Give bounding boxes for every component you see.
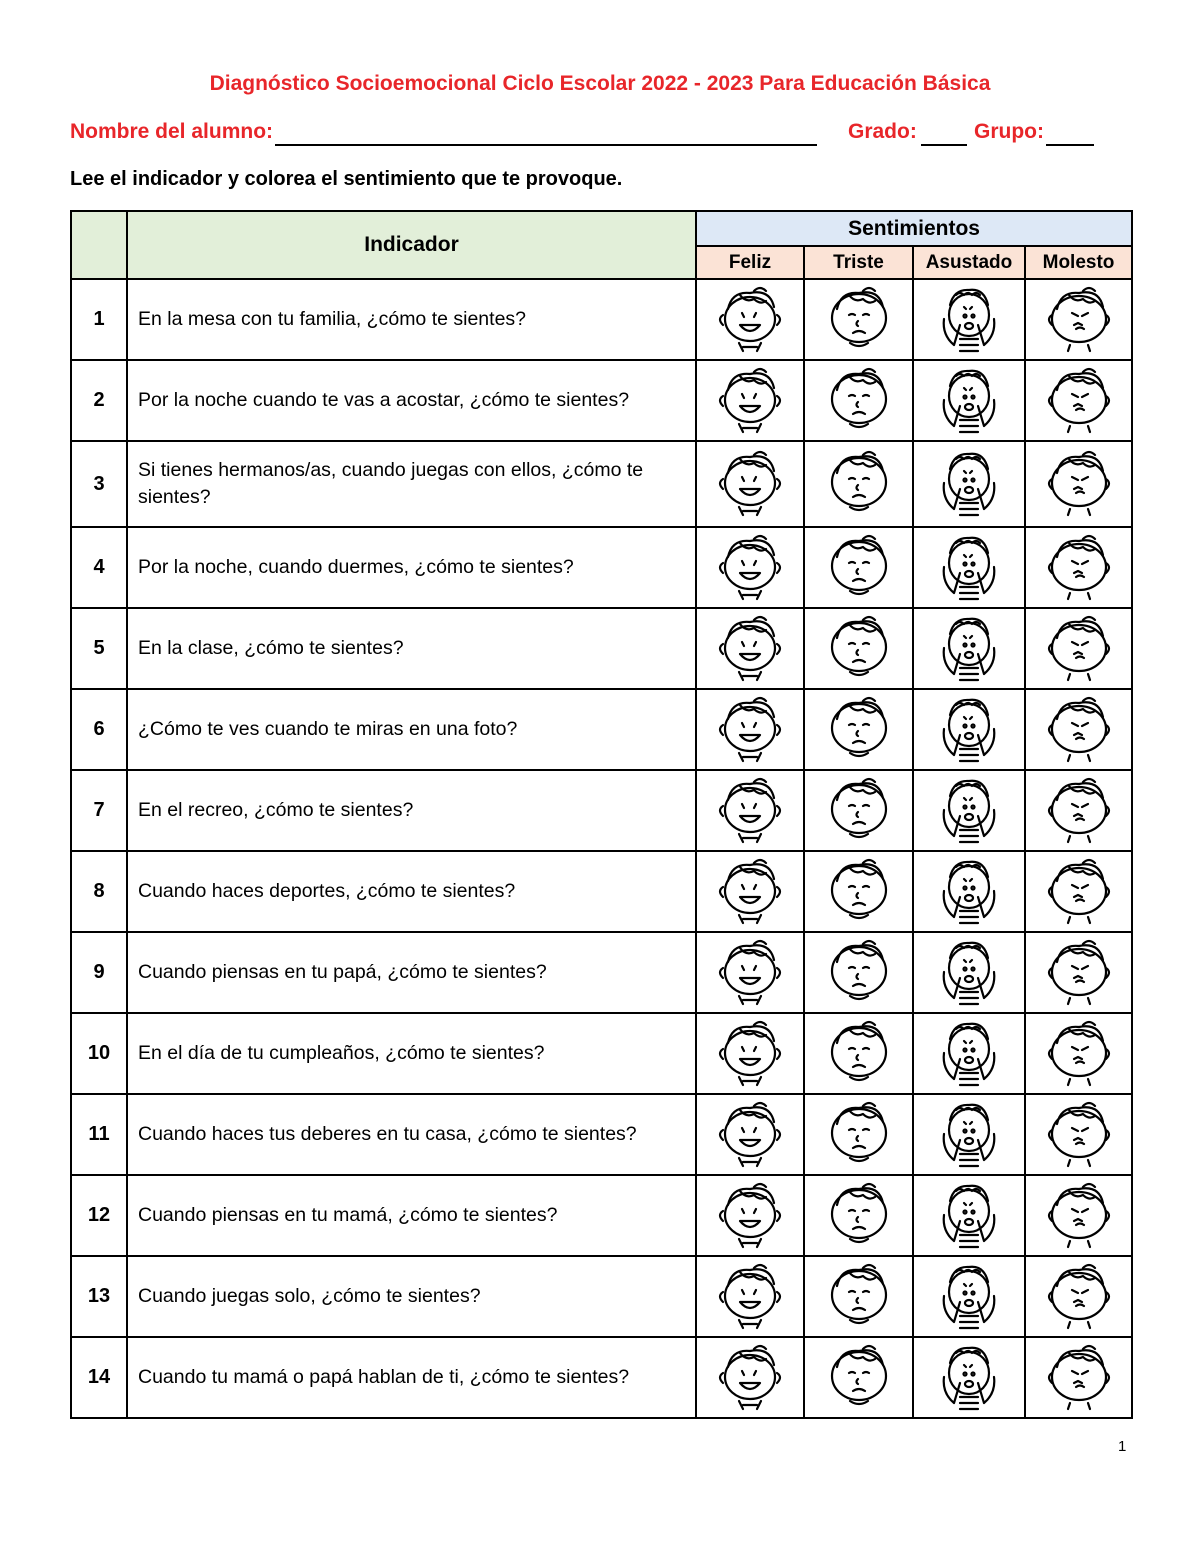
indicator-text: Cuando piensas en tu mamá, ¿cómo te sientes? (127, 1175, 696, 1256)
instructions: Lee el indicador y colorea el sentimiento que te provoque. (70, 168, 623, 190)
sad-face-icon (820, 938, 898, 1008)
indicator-text: En la mesa con tu familia, ¿cómo te sientes? (127, 279, 696, 360)
feeling-cell[interactable] (804, 279, 913, 360)
table-row (71, 608, 1132, 689)
feeling-cell[interactable] (913, 689, 1025, 770)
feeling-header-scared: Asustado (913, 246, 1025, 279)
scared-face-icon (930, 938, 1008, 1008)
sad-face-icon (820, 776, 898, 846)
feeling-header-angry: Molesto (1025, 246, 1132, 279)
grade-blank[interactable] (921, 144, 967, 146)
feeling-cell[interactable] (696, 1094, 804, 1175)
scared-face-icon (930, 695, 1008, 765)
row-number: 13 (71, 1256, 127, 1337)
indicator-text: Cuando juegas solo, ¿cómo te sientes? (127, 1256, 696, 1337)
indicator-text: Si tienes hermanos/as, cuando juegas con ellos, ¿cómo te sientes? (127, 441, 696, 527)
feeling-cell[interactable] (804, 770, 913, 851)
feeling-cell[interactable] (1025, 1094, 1132, 1175)
feeling-cell[interactable] (804, 932, 913, 1013)
feeling-cell[interactable] (804, 527, 913, 608)
feeling-header-sad: Triste (804, 246, 913, 279)
feelings-table (70, 210, 1133, 1419)
scared-face-icon (930, 366, 1008, 436)
happy-face-icon (711, 695, 789, 765)
table-row (71, 527, 1132, 608)
sad-face-icon (820, 1019, 898, 1089)
sad-face-icon (820, 1343, 898, 1413)
feeling-cell[interactable] (696, 1013, 804, 1094)
feeling-cell[interactable] (696, 932, 804, 1013)
row-number: 6 (71, 689, 127, 770)
angry-face-icon (1040, 614, 1118, 684)
angry-face-icon (1040, 533, 1118, 603)
feeling-cell[interactable] (1025, 1337, 1132, 1418)
feeling-cell[interactable] (696, 527, 804, 608)
happy-face-icon (711, 1343, 789, 1413)
feeling-cell[interactable] (804, 1013, 913, 1094)
grade-label: Grado: (848, 120, 917, 143)
angry-face-icon (1040, 1019, 1118, 1089)
table-row (71, 932, 1132, 1013)
angry-face-icon (1040, 449, 1118, 519)
row-number: 9 (71, 932, 127, 1013)
sad-face-icon (820, 1100, 898, 1170)
sad-face-icon (820, 285, 898, 355)
angry-face-icon (1040, 776, 1118, 846)
row-number: 3 (71, 441, 127, 527)
angry-face-icon (1040, 1181, 1118, 1251)
table-row (71, 851, 1132, 932)
feeling-cell[interactable] (913, 360, 1025, 441)
student-name-blank[interactable] (275, 144, 817, 146)
feeling-cell[interactable] (1025, 441, 1132, 527)
row-number: 2 (71, 360, 127, 441)
row-number: 7 (71, 770, 127, 851)
scared-face-icon (930, 776, 1008, 846)
feeling-cell[interactable] (1025, 851, 1132, 932)
sad-face-icon (820, 366, 898, 436)
indicator-text: Cuando haces tus deberes en tu casa, ¿cómo te sientes? (127, 1094, 696, 1175)
scared-face-icon (930, 1181, 1008, 1251)
student-info-line (70, 120, 1130, 150)
table-row (71, 441, 1132, 527)
indicator-header: Indicador (127, 211, 696, 279)
feeling-cell[interactable] (1025, 527, 1132, 608)
sad-face-icon (820, 614, 898, 684)
sad-face-icon (820, 1181, 898, 1251)
indicator-text: En el recreo, ¿cómo te sientes? (127, 770, 696, 851)
scared-face-icon (930, 1262, 1008, 1332)
feeling-cell[interactable] (913, 1013, 1025, 1094)
table-row (71, 279, 1132, 360)
feeling-cell[interactable] (804, 1256, 913, 1337)
feeling-cell[interactable] (913, 279, 1025, 360)
happy-face-icon (711, 1100, 789, 1170)
sad-face-icon (820, 695, 898, 765)
feeling-cell[interactable] (913, 851, 1025, 932)
sad-face-icon (820, 857, 898, 927)
happy-face-icon (711, 857, 789, 927)
feeling-cell[interactable] (804, 608, 913, 689)
feeling-cell[interactable] (804, 851, 913, 932)
table-row (71, 770, 1132, 851)
angry-face-icon (1040, 695, 1118, 765)
page-number: 1 (1118, 1438, 1127, 1455)
feeling-cell[interactable] (696, 851, 804, 932)
group-blank[interactable] (1046, 144, 1094, 146)
angry-face-icon (1040, 1262, 1118, 1332)
row-number: 10 (71, 1013, 127, 1094)
indicator-text: En el día de tu cumpleaños, ¿cómo te sientes? (127, 1013, 696, 1094)
feeling-cell[interactable] (696, 608, 804, 689)
scared-face-icon (930, 285, 1008, 355)
indicator-text: Cuando piensas en tu papá, ¿cómo te sientes? (127, 932, 696, 1013)
scared-face-icon (930, 1343, 1008, 1413)
feeling-cell[interactable] (913, 527, 1025, 608)
feeling-cell[interactable] (696, 360, 804, 441)
happy-face-icon (711, 366, 789, 436)
page-title: Diagnóstico Socioemocional Ciclo Escolar 2022 - 2023 Para Educación Básica (209, 72, 991, 95)
scared-face-icon (930, 1100, 1008, 1170)
group-label: Grupo: (974, 120, 1044, 143)
student-name-label: Nombre del alumno: (70, 120, 274, 143)
feeling-cell[interactable] (804, 1094, 913, 1175)
table-row (71, 1175, 1132, 1256)
feeling-cell[interactable] (696, 1337, 804, 1418)
angry-face-icon (1040, 857, 1118, 927)
indicator-text: Cuando tu mamá o papá hablan de ti, ¿cómo te sientes? (127, 1337, 696, 1418)
table-row (71, 1337, 1132, 1418)
row-number: 11 (71, 1094, 127, 1175)
feeling-cell[interactable] (696, 441, 804, 527)
scared-face-icon (930, 533, 1008, 603)
row-number: 14 (71, 1337, 127, 1418)
feeling-cell[interactable] (1025, 770, 1132, 851)
sad-face-icon (820, 449, 898, 519)
happy-face-icon (711, 614, 789, 684)
feeling-cell[interactable] (1025, 1175, 1132, 1256)
sad-face-icon (820, 533, 898, 603)
feeling-cell[interactable] (696, 770, 804, 851)
happy-face-icon (711, 285, 789, 355)
feeling-cell[interactable] (1025, 1256, 1132, 1337)
indicator-text: ¿Cómo te ves cuando te miras en una foto? (127, 689, 696, 770)
feeling-cell[interactable] (804, 1175, 913, 1256)
table-row (71, 1094, 1132, 1175)
indicator-text: Por la noche cuando te vas a acostar, ¿cómo te sientes? (127, 360, 696, 441)
feeling-cell[interactable] (696, 1175, 804, 1256)
feeling-header-happy: Feliz (696, 246, 804, 279)
happy-face-icon (711, 1262, 789, 1332)
number-header (71, 211, 127, 279)
feeling-cell[interactable] (696, 689, 804, 770)
feeling-cell[interactable] (804, 1337, 913, 1418)
feeling-cell[interactable] (696, 279, 804, 360)
row-number: 1 (71, 279, 127, 360)
scared-face-icon (930, 857, 1008, 927)
feeling-cell[interactable] (1025, 360, 1132, 441)
feeling-cell[interactable] (913, 770, 1025, 851)
table-row (71, 360, 1132, 441)
scared-face-icon (930, 1019, 1008, 1089)
scared-face-icon (930, 449, 1008, 519)
feeling-cell[interactable] (1025, 932, 1132, 1013)
feeling-cell[interactable] (913, 1175, 1025, 1256)
angry-face-icon (1040, 366, 1118, 436)
feeling-cell[interactable] (804, 360, 913, 441)
feeling-cell[interactable] (1025, 279, 1132, 360)
table-row (71, 1013, 1132, 1094)
indicator-text: Cuando haces deportes, ¿cómo te sientes? (127, 851, 696, 932)
indicator-text: En la clase, ¿cómo te sientes? (127, 608, 696, 689)
happy-face-icon (711, 1019, 789, 1089)
row-number: 12 (71, 1175, 127, 1256)
row-number: 4 (71, 527, 127, 608)
row-number: 5 (71, 608, 127, 689)
table-row (71, 689, 1132, 770)
feeling-cell[interactable] (913, 608, 1025, 689)
angry-face-icon (1040, 1100, 1118, 1170)
feeling-cell[interactable] (913, 441, 1025, 527)
happy-face-icon (711, 533, 789, 603)
scared-face-icon (930, 614, 1008, 684)
feeling-cell[interactable] (804, 441, 913, 527)
table-row (71, 1256, 1132, 1337)
feeling-cell[interactable] (913, 932, 1025, 1013)
feeling-cell[interactable] (804, 689, 913, 770)
happy-face-icon (711, 938, 789, 1008)
feeling-cell[interactable] (1025, 608, 1132, 689)
happy-face-icon (711, 1181, 789, 1251)
row-number: 8 (71, 851, 127, 932)
happy-face-icon (711, 449, 789, 519)
happy-face-icon (711, 776, 789, 846)
feeling-cell[interactable] (696, 1256, 804, 1337)
feelings-header: Sentimientos (696, 211, 1132, 246)
indicator-rows (71, 279, 1132, 1418)
feeling-cell[interactable] (913, 1094, 1025, 1175)
angry-face-icon (1040, 938, 1118, 1008)
feeling-cell[interactable] (1025, 689, 1132, 770)
indicator-text: Por la noche, cuando duermes, ¿cómo te sientes? (127, 527, 696, 608)
angry-face-icon (1040, 1343, 1118, 1413)
feeling-cell[interactable] (913, 1337, 1025, 1418)
sad-face-icon (820, 1262, 898, 1332)
angry-face-icon (1040, 285, 1118, 355)
feeling-cell[interactable] (1025, 1013, 1132, 1094)
feeling-cell[interactable] (913, 1256, 1025, 1337)
